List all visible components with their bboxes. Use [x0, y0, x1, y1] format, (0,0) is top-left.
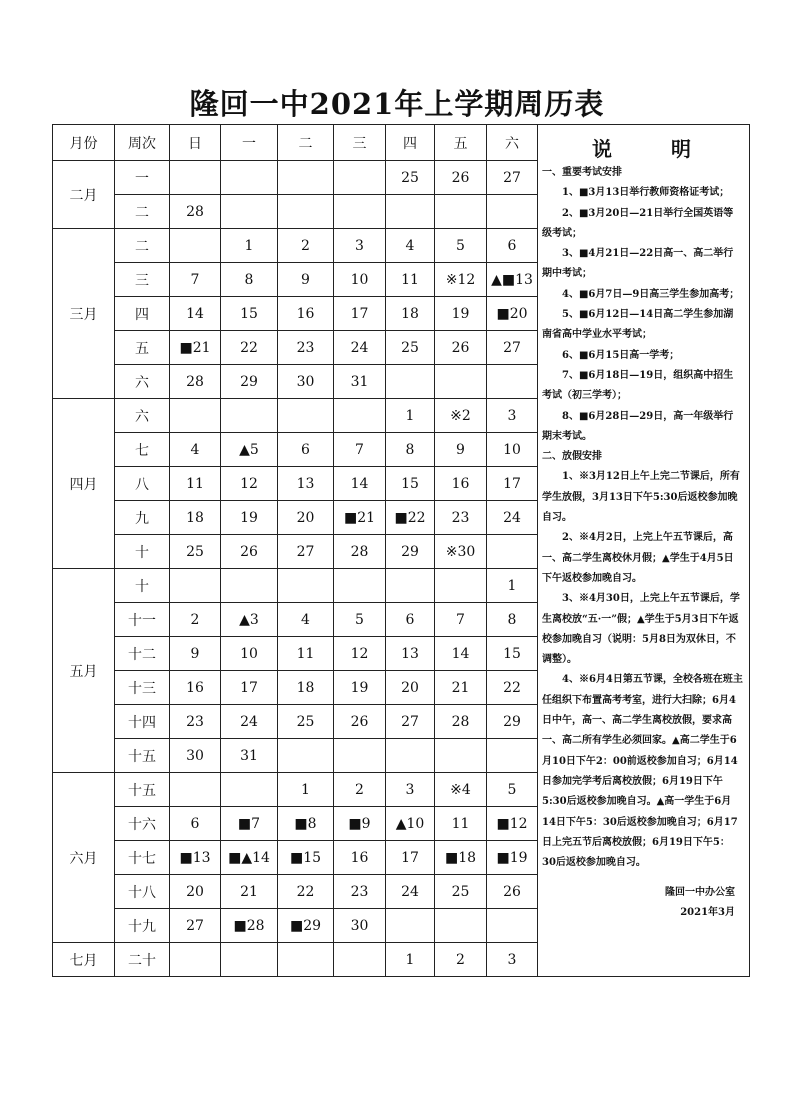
day-cell: ▲■13 [487, 263, 538, 297]
day-cell [334, 943, 386, 977]
day-cell: ■8 [278, 807, 334, 841]
day-cell [334, 399, 386, 433]
week-number-cell: 十 [115, 569, 170, 603]
week-number-cell: 四 [115, 297, 170, 331]
day-cell: 2 [278, 229, 334, 263]
day-cell: 6 [278, 433, 334, 467]
day-cell: 26 [221, 535, 278, 569]
week-number-cell: 二十 [115, 943, 170, 977]
day-cell: 22 [221, 331, 278, 365]
day-cell: 19 [221, 501, 278, 535]
day-cell: ※2 [435, 399, 487, 433]
day-cell: 31 [334, 365, 386, 399]
week-number-cell: 一 [115, 161, 170, 195]
day-cell: 1 [278, 773, 334, 807]
day-cell: 15 [386, 467, 435, 501]
day-cell: ■7 [221, 807, 278, 841]
day-cell: 14 [435, 637, 487, 671]
day-cell: 27 [278, 535, 334, 569]
week-number-cell: 三 [115, 263, 170, 297]
day-cell: 4 [278, 603, 334, 637]
day-cell: 30 [278, 365, 334, 399]
header-cell: 四 [386, 125, 435, 161]
day-cell [170, 399, 221, 433]
month-cell: 六月 [53, 773, 115, 943]
day-cell: 17 [221, 671, 278, 705]
day-cell: 11 [386, 263, 435, 297]
day-cell: ■21 [170, 331, 221, 365]
day-cell: 16 [435, 467, 487, 501]
day-cell: 14 [170, 297, 221, 331]
header-cell: 一 [221, 125, 278, 161]
day-cell: 24 [487, 501, 538, 535]
day-cell [386, 569, 435, 603]
day-cell: 21 [435, 671, 487, 705]
day-cell: 2 [435, 943, 487, 977]
day-cell: 28 [435, 705, 487, 739]
week-number-cell: 九 [115, 501, 170, 535]
notes-signature [542, 883, 743, 923]
day-cell [278, 739, 334, 773]
day-cell [278, 399, 334, 433]
day-cell [487, 909, 538, 943]
day-cell: 30 [334, 909, 386, 943]
day-cell [278, 943, 334, 977]
day-cell: 29 [221, 365, 278, 399]
header-cell: 日 [170, 125, 221, 161]
day-cell: 25 [386, 161, 435, 195]
day-cell: ■22 [386, 501, 435, 535]
week-number-cell: 十一 [115, 603, 170, 637]
week-number-cell: 二 [115, 229, 170, 263]
day-cell: 11 [435, 807, 487, 841]
notes-item: 6、■6月15日高一学考； [562, 349, 680, 361]
day-cell [221, 399, 278, 433]
day-cell [221, 195, 278, 229]
day-cell: 17 [487, 467, 538, 501]
day-cell: 9 [278, 263, 334, 297]
day-cell: ※12 [435, 263, 487, 297]
notes-item: 4、※6月4日第五节课，全校各班在班主任组织下布置高考考室，进行大扫除；6月4日中午，高一、高二学生离校放假，要求高一、高二所有学生必须回家。▲高二学生于6月10日下午2：00前返校参加自习；6月14日参加完学考后离校放假；6月19日下午5:30后返校参加晚自习。▲高一学生于6月14日下午5：30后返校参加晚自习；6月17日上完五节后离校放假；6月19日下午5：30后返校参加晚自习。 [542, 674, 743, 869]
day-cell: 4 [170, 433, 221, 467]
day-cell [334, 161, 386, 195]
day-cell [435, 569, 487, 603]
day-cell: 3 [334, 229, 386, 263]
day-cell: 1 [487, 569, 538, 603]
day-cell: ■18 [435, 841, 487, 875]
day-cell: 28 [170, 195, 221, 229]
week-number-cell: 十五 [115, 739, 170, 773]
week-number-cell: 二 [115, 195, 170, 229]
day-cell: ※4 [435, 773, 487, 807]
day-cell: ■13 [170, 841, 221, 875]
day-cell [435, 909, 487, 943]
day-cell: 28 [334, 535, 386, 569]
day-cell: 18 [386, 297, 435, 331]
day-cell: 23 [278, 331, 334, 365]
day-cell: ■▲14 [221, 841, 278, 875]
day-cell: 25 [278, 705, 334, 739]
day-cell: 10 [487, 433, 538, 467]
week-number-cell: 十八 [115, 875, 170, 909]
day-cell: 7 [435, 603, 487, 637]
week-number-cell: 六 [115, 399, 170, 433]
day-cell: 15 [221, 297, 278, 331]
day-cell: 9 [435, 433, 487, 467]
signature-date: 2021年3月 [680, 907, 735, 919]
notes-item: 1、※3月12日上午上完二节课后，所有学生放假，3月13日下午5:30后返校参加晚自习。 [542, 471, 740, 524]
day-cell: ■12 [487, 807, 538, 841]
day-cell: 26 [435, 161, 487, 195]
day-cell [170, 229, 221, 263]
day-cell [170, 943, 221, 977]
day-cell: 13 [386, 637, 435, 671]
day-cell [435, 739, 487, 773]
notes-item: 3、■4月21日—22日高一、高二举行期中考试； [542, 248, 734, 280]
day-cell: 20 [386, 671, 435, 705]
day-cell: 3 [487, 399, 538, 433]
day-cell [278, 195, 334, 229]
day-cell: 19 [334, 671, 386, 705]
day-cell: 9 [170, 637, 221, 671]
day-cell: 18 [170, 501, 221, 535]
day-cell: 24 [386, 875, 435, 909]
day-cell: 2 [334, 773, 386, 807]
day-cell: 3 [386, 773, 435, 807]
day-cell: 23 [334, 875, 386, 909]
day-cell: 26 [487, 875, 538, 909]
day-cell: ■20 [487, 297, 538, 331]
notes-item: 8、■6月28日—29日，高一年级举行期末考试。 [542, 410, 734, 442]
day-cell: 7 [170, 263, 221, 297]
day-cell [221, 773, 278, 807]
notes-item: 5、■6月12日—14日高二学生参加湖南省高中学业水平考试； [542, 309, 734, 341]
day-cell: 14 [334, 467, 386, 501]
day-cell: 4 [386, 229, 435, 263]
day-cell: 23 [435, 501, 487, 535]
day-cell: 21 [221, 875, 278, 909]
day-cell: ▲3 [221, 603, 278, 637]
day-cell: 12 [334, 637, 386, 671]
week-number-cell: 十七 [115, 841, 170, 875]
day-cell: 25 [435, 875, 487, 909]
day-cell: 20 [170, 875, 221, 909]
day-cell [435, 365, 487, 399]
week-number-cell: 十六 [115, 807, 170, 841]
day-cell: 28 [170, 365, 221, 399]
day-cell: 12 [221, 467, 278, 501]
header-cell: 五 [435, 125, 487, 161]
day-cell: 20 [278, 501, 334, 535]
day-cell: 7 [334, 433, 386, 467]
notes-item: 4、■6月7日—9日高三学生参加高考； [562, 288, 740, 300]
notes-item: 2、※4月2日，上完上午五节课后，高一、高二学生离校休月假；▲学生于4月5日下午返校参加晚自习。 [542, 532, 734, 584]
day-cell: 8 [221, 263, 278, 297]
day-cell: 27 [487, 331, 538, 365]
day-cell: 1 [386, 943, 435, 977]
day-cell: ▲10 [386, 807, 435, 841]
day-cell [278, 161, 334, 195]
day-cell [170, 161, 221, 195]
day-cell: 6 [170, 807, 221, 841]
day-cell [386, 739, 435, 773]
day-cell: 26 [435, 331, 487, 365]
week-number-cell: 十 [115, 535, 170, 569]
notes-item: 1、■3月13日举行教师资格证考试； [562, 187, 730, 199]
week-number-cell: 十五 [115, 773, 170, 807]
day-cell [487, 195, 538, 229]
day-cell [221, 569, 278, 603]
day-cell [334, 195, 386, 229]
day-cell: 6 [487, 229, 538, 263]
day-cell: 19 [435, 297, 487, 331]
day-cell: 11 [278, 637, 334, 671]
day-cell: 6 [386, 603, 435, 637]
day-cell: 8 [487, 603, 538, 637]
day-cell: 24 [334, 331, 386, 365]
day-cell: 1 [221, 229, 278, 263]
day-cell [435, 195, 487, 229]
day-cell: 24 [221, 705, 278, 739]
day-cell: 17 [334, 297, 386, 331]
week-number-cell: 六 [115, 365, 170, 399]
notes-section-heading: 一、重要考试安排 [542, 167, 622, 178]
week-number-cell: 十二 [115, 637, 170, 671]
day-cell: 10 [221, 637, 278, 671]
day-cell: 30 [170, 739, 221, 773]
week-number-cell: 十三 [115, 671, 170, 705]
day-cell: 13 [278, 467, 334, 501]
day-cell: 5 [435, 229, 487, 263]
month-cell: 四月 [53, 399, 115, 569]
notes-item: 3、※4月30日，上完上午五节课后，学生离校放“五·一”假；▲学生于5月3日下午返校参加晚自习（说明：5月8日为双休日，不调整）。 [542, 593, 740, 666]
day-cell: 29 [487, 705, 538, 739]
week-number-cell: 八 [115, 467, 170, 501]
day-cell [386, 365, 435, 399]
notes-item: 7、■6月18日—19日，组织高中招生考试（初三学考）； [542, 369, 734, 402]
day-cell [334, 739, 386, 773]
notes-panel [538, 125, 750, 977]
day-cell [386, 909, 435, 943]
day-cell: 17 [386, 841, 435, 875]
day-cell: 10 [334, 263, 386, 297]
signature-office: 隆回一中办公室 [665, 887, 735, 899]
day-cell: 31 [221, 739, 278, 773]
day-cell: ■29 [278, 909, 334, 943]
day-cell: ※30 [435, 535, 487, 569]
day-cell [487, 365, 538, 399]
day-cell: 3 [487, 943, 538, 977]
month-cell: 七月 [53, 943, 115, 977]
day-cell: 5 [334, 603, 386, 637]
day-cell: 27 [487, 161, 538, 195]
header-cell: 月份 [53, 125, 115, 161]
month-cell: 五月 [53, 569, 115, 773]
notes-section-heading: 二、放假安排 [542, 451, 602, 463]
week-number-cell: 十九 [115, 909, 170, 943]
day-cell: 29 [386, 535, 435, 569]
day-cell [487, 535, 538, 569]
month-cell: 二月 [53, 161, 115, 229]
day-cell [221, 943, 278, 977]
day-cell [487, 739, 538, 773]
header-cell: 周次 [115, 125, 170, 161]
day-cell [386, 195, 435, 229]
header-cell: 六 [487, 125, 538, 161]
day-cell: 26 [334, 705, 386, 739]
day-cell: ■9 [334, 807, 386, 841]
day-cell [170, 569, 221, 603]
day-cell: 18 [278, 671, 334, 705]
day-cell: 15 [487, 637, 538, 671]
day-cell: ■19 [487, 841, 538, 875]
day-cell: 22 [487, 671, 538, 705]
notes-item: 2、■3月20日—21日举行全国英语等级考试； [542, 207, 734, 239]
day-cell: 23 [170, 705, 221, 739]
day-cell: 5 [487, 773, 538, 807]
day-cell: 25 [386, 331, 435, 365]
week-number-cell: 五 [115, 331, 170, 365]
day-cell: 8 [386, 433, 435, 467]
day-cell: ■21 [334, 501, 386, 535]
day-cell: 22 [278, 875, 334, 909]
day-cell: ■28 [221, 909, 278, 943]
calendar-table [52, 124, 750, 977]
day-cell: 16 [278, 297, 334, 331]
day-cell [170, 773, 221, 807]
header-row [53, 125, 750, 161]
day-cell: 25 [170, 535, 221, 569]
day-cell: 27 [386, 705, 435, 739]
page-title: 隆回一中2021年上学期周历表 [189, 87, 605, 121]
notes-title: 说 明 [592, 137, 717, 161]
day-cell: ▲5 [221, 433, 278, 467]
day-cell: 16 [170, 671, 221, 705]
month-cell: 三月 [53, 229, 115, 399]
day-cell: ■15 [278, 841, 334, 875]
day-cell [221, 161, 278, 195]
header-cell: 二 [278, 125, 334, 161]
week-number-cell: 十四 [115, 705, 170, 739]
day-cell: 27 [170, 909, 221, 943]
day-cell: 16 [334, 841, 386, 875]
day-cell: 11 [170, 467, 221, 501]
day-cell: 2 [170, 603, 221, 637]
day-cell [334, 569, 386, 603]
week-number-cell: 七 [115, 433, 170, 467]
day-cell: 1 [386, 399, 435, 433]
day-cell [278, 569, 334, 603]
header-cell: 三 [334, 125, 386, 161]
